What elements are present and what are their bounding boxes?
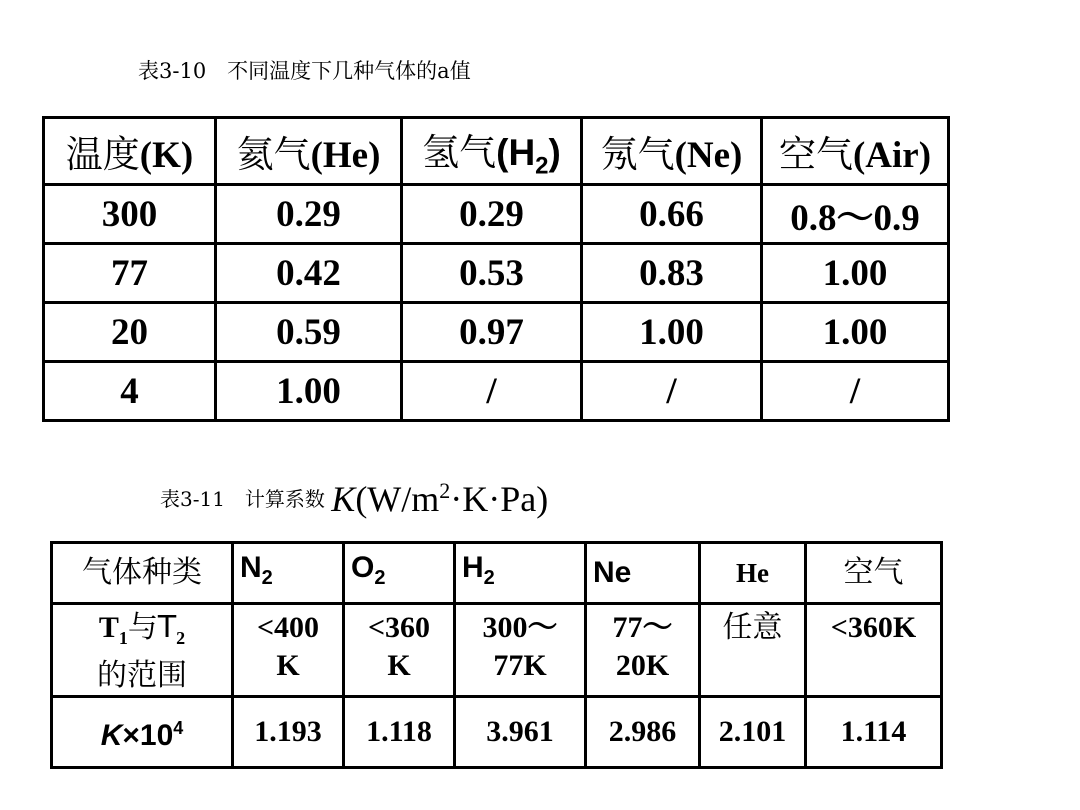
cell-he: 0.59 — [216, 303, 402, 362]
range-ne: 77～ 20K — [586, 604, 700, 697]
header-hydrogen: 氢气$(H_2)$ — [402, 118, 582, 185]
cell-ne: 0.83 — [582, 244, 762, 303]
k-value-n2: 1.193 — [233, 697, 344, 768]
header-gas-type: 气体种类 — [52, 543, 233, 604]
cell-ne: 0.66 — [582, 185, 762, 244]
range-air: <360K — [806, 604, 942, 697]
cell-air: 1.00 — [762, 244, 949, 303]
cell-air: 0.8～0.9 — [762, 185, 949, 244]
range-o2: <360 K — [344, 604, 455, 697]
table-header-row — [52, 543, 942, 604]
header-air: 空气(Air) — [762, 118, 949, 185]
k-coefficient-table — [50, 541, 943, 769]
header-neon: 氖气(Ne) — [582, 118, 762, 185]
cell-h2: 0.29 — [402, 185, 582, 244]
header-h2: $H_2$ — [455, 543, 586, 604]
range-h2: 300～ 77K — [455, 604, 586, 697]
cell-air: / — [762, 362, 949, 421]
cell-ne: / — [582, 362, 762, 421]
table-row — [44, 185, 949, 244]
k-value-h2: 3.961 — [455, 697, 586, 768]
header-temperature: 温度(K) — [44, 118, 216, 185]
header-helium: 氦气(He) — [216, 118, 402, 185]
table-row — [52, 697, 942, 768]
cell-he: 0.29 — [216, 185, 402, 244]
gas-a-value-table — [42, 116, 950, 422]
cell-temp: 20 — [44, 303, 216, 362]
k-value-air: 1.114 — [806, 697, 942, 768]
k-value-he: 2.101 — [700, 697, 806, 768]
k-label: $K\times 10^4$ — [52, 697, 233, 768]
cell-h2: 0.97 — [402, 303, 582, 362]
table-3-11-caption: 表3-11 计算系数 $K(W/m^2\cdot K\cdot Pa)$ — [160, 478, 549, 519]
unit-formula: $K(W/m^2\cdot K\cdot Pa)$ — [331, 478, 549, 519]
cell-h2: / — [402, 362, 582, 421]
cell-temp: 4 — [44, 362, 216, 421]
header-ne: Ne — [586, 543, 700, 604]
header-n2: $N_2$ — [233, 543, 344, 604]
k-value-ne: 2.986 — [586, 697, 700, 768]
header-o2: $O_2$ — [344, 543, 455, 604]
header-air: 空气 — [806, 543, 942, 604]
range-label: $T_1$与$T_2$ 的范围 — [52, 604, 233, 697]
cell-temp: 77 — [44, 244, 216, 303]
table-row — [44, 244, 949, 303]
header-he: He — [700, 543, 806, 604]
table-row — [52, 604, 942, 697]
k-value-o2: 1.118 — [344, 697, 455, 768]
cell-temp: 300 — [44, 185, 216, 244]
table-3-10-caption: 表3-10 不同温度下几种气体的a值 — [138, 59, 471, 83]
range-n2: <400 K — [233, 604, 344, 697]
table-row — [44, 362, 949, 421]
table-header-row — [44, 118, 949, 185]
range-he: 任意 — [700, 604, 806, 697]
table-row — [44, 303, 949, 362]
cell-air: 1.00 — [762, 303, 949, 362]
cell-he: 0.42 — [216, 244, 402, 303]
cell-ne: 1.00 — [582, 303, 762, 362]
cell-h2: 0.53 — [402, 244, 582, 303]
cell-he: 1.00 — [216, 362, 402, 421]
